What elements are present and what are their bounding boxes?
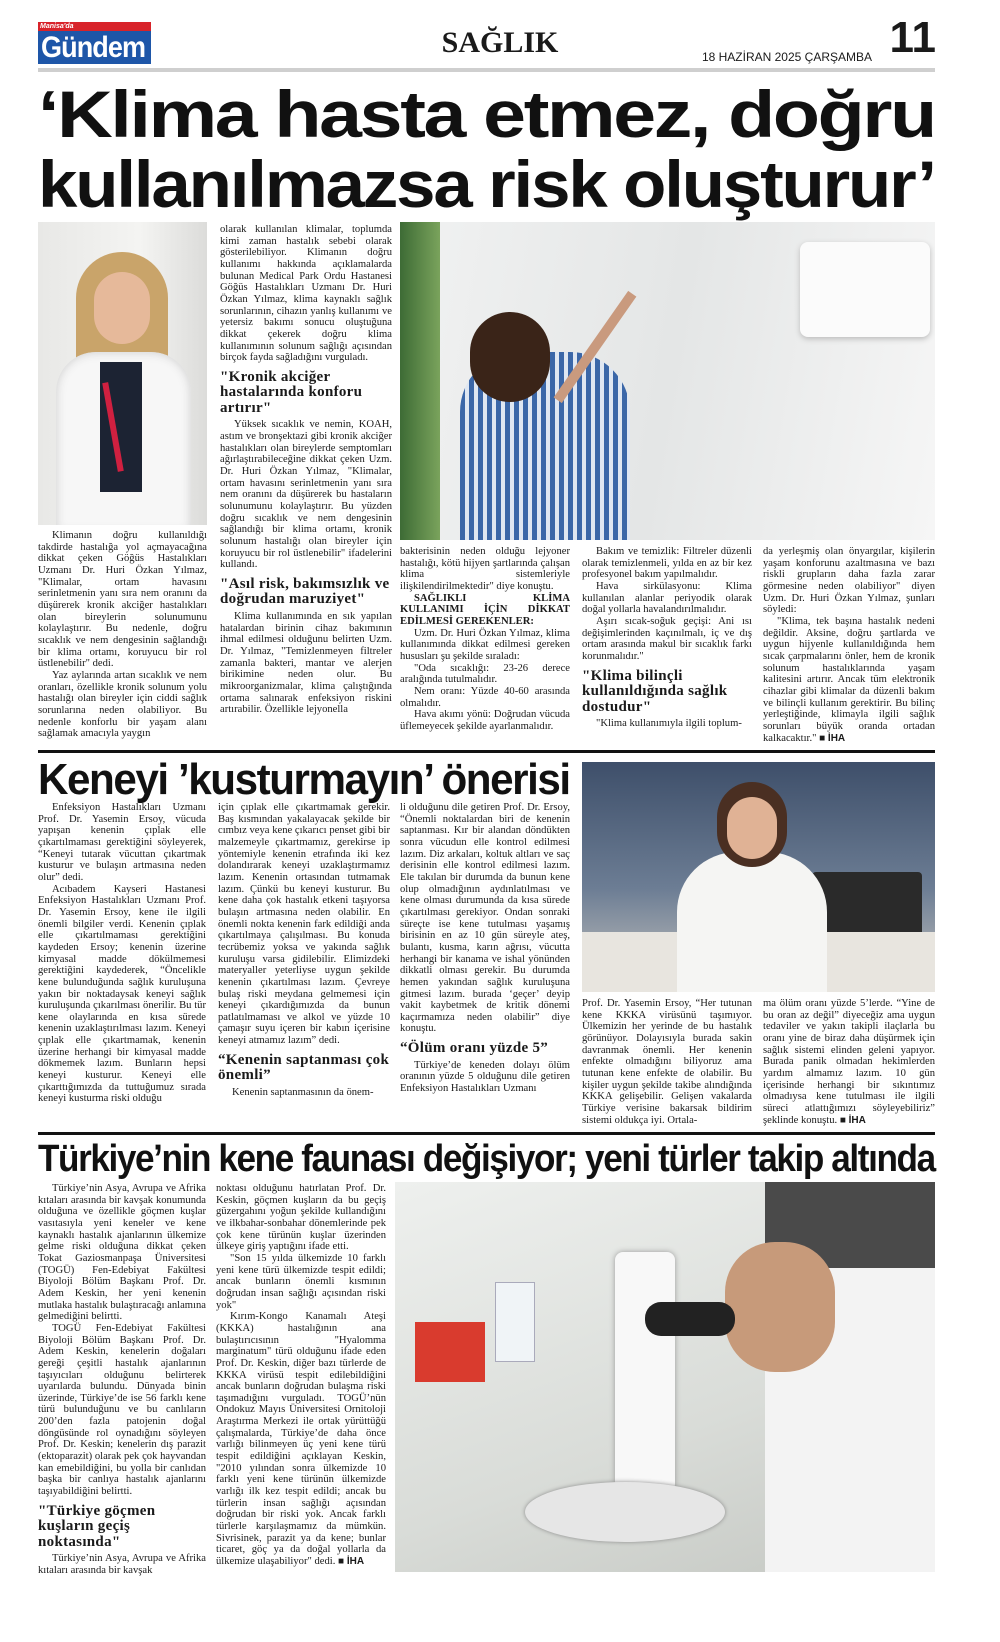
paragraph-text: Kırım-Kongo Kanamalı Ateşi (KKKA) hastalığının ana bulaştırıcısının "Hyalomma marginatum" türü olduğunu ifade eden Prof. Dr. Keskin, diğer bazı türlerde de KKKA virüsü tespit edilebildiğini ancak bunların doğrudan bulaşma riski taşımadığını vurguladı. TOGÜ’nün Ondokuz Mayıs Üniversitesi Ornitoloji Araştırma Merkezi ile ortak yürüttüğü çalışmalarda, Türkiye’de daha önce varlığı bilinmeyen üç yeni kene türü tespit edildiğini açıklayan Keskin, "2010 yılından sonra ülkemizde 10 farklı yeni kene türünün ülkemizde varlığı ilk kez tespit edildi; ancak bu türlerin insan sağlığı açısından doğrudan bir riski yok. Ancak farklı türlerle karşılaşmamız da mümkün. Sivrisinek, parazit ya da kene; bunlar ticaret, göç ya da doğal yollarla da ülkemize ulaşabiliyor" dedi. [216,1311,386,1567]
paragraph-text: Türkiye’nin Asya, Avrupa ve Afrika kıtaları arasında bir kavşak konumunda olduğuna ve özellikle göçmen kuşlar vasıtasıyla yeni keneler ve kene kaynaklı hastalık ajanlarının ülkemize gelme riski olduğuna dikkat çeken Tokat Gaziosmanpaşa Üniversitesi (TOGÜ) Fen-Edebiyat Fakültesi Biyoloji Bölüm Başkanı Prof. Dr. Adem Keskin, her yeni kenenin mutlaka hastalık bulaştıracağı anlamına gelmediğini belirtti. [38,1183,206,1323]
paragraph-text: "Klima, tek başına hastalık nedeni değildir. Aksine, doğru şartlarda ve uygun hijyenle kullanıldığında hem sıcak çarpmalarını önler, hem de kronik solunum hastalıklarında yaşam kalitesini artırır. Ancak tüm elektronik cihazlar gibi klimalar da düzenli bakım ve bilinçli kullanım gerektirir. Bu bilinç yerleştiğinde, klimayla ilgili sağlık sorunları büyük oranda ortadan kalkacaktır." [763,615,935,744]
paragraph-text: Uzm. Dr. Huri Özkan Yılmaz, klima kullanımında dikkat edilmesi gereken hususları şu şekilde sıraladı: [400,627,570,662]
researcher-microscope-photo [395,1182,935,1572]
article1 [0,72,1000,750]
article2-headline: Keneyi ’kusturmayın’ önerisi [38,755,570,804]
paragraph-text: "Son 15 yılda ülkemizde 10 farklı yeni kene türü ülkemizde tespit edildi; ancak bunların önemli kısmının doğrudan insan sağlığı açısından riski yok" [216,1252,386,1311]
paragraph [216,1311,386,1567]
subheading [400,1041,570,1057]
article1-headline-line2: kullanılmazsa risk oluşturur’ [38,147,935,221]
paragraph-text: “Kenenin saptanması çok önemli” [218,1051,390,1084]
paragraph-text: "Klima kullanımıyla ilgili toplum- [596,718,742,730]
paragraph-text: "Oda sıcaklığı: 23-26 derece aralığında tutulmalıdır. [400,662,570,686]
woman-adjusting-air-conditioner-photo [400,222,935,540]
article2-column-5 [763,998,935,1126]
agency-tag: ■ İHA [819,732,846,744]
agency-tag: ■ İHA [338,1556,365,1567]
paragraph [38,802,206,884]
paragraph [400,628,570,663]
paragraph [582,616,752,663]
paragraph [38,1553,206,1576]
paragraph-text: "Kronik akciğer hastalarında konforu artırır" [220,368,363,416]
article2-column-1 [38,802,206,1105]
article1-column-3 [400,546,570,733]
article1-column-5 [763,546,935,744]
paragraph-text: da yerleşmiş olan önyargılar, kişilerin yaşam konforunu azaltmasına ve bazı riskli grupların daha fazla zarar görmesine neden olabiliyor" diyen Uzm. Dr. Huri Özkan Yılmaz, şunları söyledi: [763,546,935,616]
paragraph-text: Bakım ve temizlik: Filtreler düzenli olarak temizlenmeli, yılda en az bir kez profesyonel bakım yapılmalıdır. [582,546,752,581]
paragraph-text: Enfeksiyon Hastalıkları Uzmanı Prof. Dr. Yasemin Ersoy, vücuda yapışan kenenin çıplak elle çıkartılmaması gerektiğini söyleyerek, “Keneyi tutarak vücuttan çıkartmak kusturur ve bulaşın artmasına neden olur” dedi. [38,802,206,883]
doctor-portrait-photo [38,222,207,525]
paragraph-text: SAĞLIKLI KLİMA KULLANIMI İÇİN DİKKAT EDİLMESİ GEREKENLER: [400,592,570,627]
paragraph-text: Yaz aylarında artan sıcaklık ve nem oranları, özellikle kronik solunum yolu hastalığı olan bireyler için ciddi sağlık sorunlarına neden olabiliyor. Bu nedenle konforlu bir yaşam alanı sağlamak amacıyla yaygın [38,669,207,740]
article1-column-2 [220,224,392,716]
paragraph-text: Türkiye’nin Asya, Avrupa ve Afrika kıtaları arasında bir kavşak [38,1553,206,1576]
article1-column-1 [38,530,207,740]
article2-column-2 [218,802,390,1098]
paragraph [38,884,206,1105]
paragraph [400,663,570,686]
paragraph-text: Nem oranı: Yüzde 40-60 arasında olmalıdır. [400,685,570,709]
article2-column-3 [400,802,570,1095]
paragraph-text: için çıplak elle çıkartmamak gerekir. Baş kısmından yakalayacak şekilde bir cımbız veya kene çıkarıcı penset gibi bir malzemeyle çıkartmamız, gerekirse ip yöntemiyle kenenin etrafında iki kez dolandırarak keneyi uzaklaştırmamız lazım. Kenenin ortasından tutmamak lazım. Çünkü bu keneyi kusturur. Bu kene daha çok hastalık etkeni taşıyorsa bulaşın artmasına neden olabilir. En önemli nokta kenenin fark edildiği anda çıkartılmaya çalışılması. Bu konuda tecrübemiz yoksa ve yakında sağlık kuruluşu varsa gidilebilir. Elimizdeki materyaller yeterliyse uygun şekilde kenenin çıkartılması lazım. Çevreye bulaş riski meydana gelmemesi için keneyi çıkardığımızda da bunun patlatılmaması ve alkol ve yüzde 10 çamaşır suyu içeren bir kabın içerisine keneyi atmamız lazım” dedi. [218,802,390,1047]
masthead [0,0,1000,72]
logo-text: Gündem [41,31,146,64]
paragraph [218,802,390,1047]
article3-column-2 [216,1183,386,1568]
article1-headline-line1: ‘Klima hasta etmez, doğru [38,77,935,151]
paragraph [400,802,570,1035]
paragraph [400,709,570,732]
subheading [38,1504,206,1551]
paragraph-text: “Ölüm oranı yüzde 5” [400,1040,549,1057]
paragraph [216,1253,386,1311]
article2 [0,753,1000,1132]
paragraph [763,546,935,616]
paragraph-text: "Türkiye göçmen kuşların geçiş noktasında" [38,1502,156,1550]
paragraph-text: Hava akımı yönü: Doğrudan vücuda üflemeyecek şekilde ayarlanmalıdır. [400,709,570,732]
newspaper-logo-bar [38,22,151,31]
paragraph-text: Yüksek sıcaklık ve nemin, KOAH, astım ve bronşektazi gibi kronik akciğer hastalıkları olan bireylerde semptomları ağırlaştırabileceğine dikkat çeken Uzm. Dr. Huri Özkan Yılmaz, "Klimalar, ortam havasını serinletmenin yanı sıra nem oranını da düşürerek bu hastaların solunumunu kolaylaştırır. Bu yüzden doğru sıcaklık ve nem dengesinin sağlandığı bir klima ortamı, kronik solunum hastalığı olan bireyler için koruyucu bir rol üstlenebilir" ifadelerini kullandı. [220,419,392,571]
paragraph [400,546,570,593]
paragraph-text: Klima kullanımında en sık yapılan hatalardan birinin cihaz bakımının ihmal edilmesi olduğunu belirten Uzm. Dr. Yılmaz, "Temizlenmeyen filtreler zamanla bakteri, mantar ve alerjen birikimine neden olur. Bu mikroorganizmalar, klima çalıştığında ortama salınarak enfeksiyon riskini artırabilir. Özellikle lejyonella [220,610,392,716]
paragraph [218,1087,390,1099]
paragraph [582,581,752,616]
article2-column-4 [582,998,752,1126]
paragraph-text: olarak kullanılan klimalar, toplumda kimi zaman hastalık sebebi olarak gösterilebiliyor. Klimanın doğru kullanımı hakkında açıklamalarda bulunan Medical Park Ordu Hastanesi Göğüs Hastalıkları Uzmanı Dr. Huri Özkan Yılmaz, klima kaynaklı sağlık sorunlarının, cihazın yanlış kullanımı ve yetersiz bakımı sonucu oluştuğuna dikkat çekerek doğru klima kullanımının solunum sağlığı açısından birçok fayda sağladığını vurguladı. [220,224,392,364]
paragraph [216,1183,386,1253]
subheading [220,370,392,417]
paragraph [763,616,935,744]
paragraph [400,686,570,709]
paragraph-text: "Asıl risk, bakımsızlık ve doğrudan maruziyet" [220,575,390,608]
paragraph [220,611,392,716]
agency-tag: ■ İHA [839,1114,866,1126]
paragraph-text: Klimanın doğru kullanıldığı takdirde hastalığa yol açmayacağına dikkat çeken Göğüs Hastalıkları Uzmanı Dr. Huri Özkan Yılmaz, "Klimalar, ortam havasını serinletmenin yanı sıra nem oranını da düşürerek kronik akciğer hastalıkları olan bireylerin solunumunu kolaylaştırır. Bu nedenle, doğru sıcaklık ve nem dengesinin sağlandığı bir klima ortamı, koruyucu bir rol üstlenebilir" dedi. [38,530,207,670]
paragraph [582,546,752,581]
paragraph-text: Hava sirkülasyonu: Klima kullanılan alanlar periyodik olarak doğal yollarla havalandırılmalıdır. [582,580,752,616]
article1-column-4 [582,546,752,730]
paragraph-text: Aşırı sıcak-soğuk geçişi: Ani ısı değişimlerinden kaçınılmalı, iç ve dış ortam arasında makul bir sıcaklık farkı korunmalıdır." [582,615,752,662]
section-title: SAĞLIK [441,26,559,59]
paragraph [38,1183,206,1323]
paragraph-text: li olduğunu dile getiren Prof. Dr. Ersoy, “Önemli noktalardan biri de kenenin saptanması. Kır bir alandan döndükten sonra vücudun elle kontrol edilmesi lazım. Diz arkaları, koltuk altları ve saç derisinin elle kontrol edilmesi lazım. Ele takılan bir durumda da bunun kene olup olmadığının aydınlatılması ve kene olması durumunda da kısa sürede çıkartılması gerekiyor. Ondan sonraki süreçte ise kene tutulması yaşamış birisinin en az 10 gün süreyle ateş, bulantı, kusma, karın ağrısı, vücutta herhangi bir kanama ve ishal yönünden dikkatli olması gerekir. Bu durumda hemen yakından sağlık kuruluşuna gitmesi lazım. burada ‘geçer’ deyip vakit kaybetmek de kritik dönemi kaçırmamıza neden olabilir” diye konuştu. [400,802,570,1035]
paragraph-text: Türkiye’de keneden dolayı ölüm oranının yüzde 5 olduğunu dile getiren Enfeksiyon Hastalıkları Uzmanı [400,1059,570,1094]
paragraph-text: bakterisinin neden olduğu lejyoner hastalığı, kötü hijyen şartlarında çalışan klima sistemleriyle ilişkilendirilmektedir" diye konuştu. [400,546,570,592]
paragraph [400,593,570,628]
paragraph-text: TOGÜ Fen-Edebiyat Fakültesi Biyoloji Bölüm Başkanı Prof. Dr. Adem Keskin, kenelerin doğaları gereği çeşitli hastalık ajanlarının taşıyıcıları olduğunu belirterek uyarılarda bulundu. Dünyada binin üzerinde, Türkiye’de ise 56 farklı kene türü bulunduğunu ve bu canlıların 200’den fazla patojenin doğal döngüsünde rol oynadığını söyleyen Prof. Dr. Keskin; kenelerin dış parazit (ektoparazit) olarak pek çok hayvandan kan emebildiğini, bu yolla bir canlıdan başka bir canlıya hastalık ajanlarını taşıyabildiğini belirtti. [38,1322,206,1498]
paragraph [582,998,752,1126]
paragraph [582,718,752,730]
article3-headline: Türkiye’nin kene faunası değişiyor; yeni türler takip altında [38,1138,935,1180]
page-number: 11 [889,13,936,62]
paragraph-text: Prof. Dr. Yasemin Ersoy, “Her tutunan kene KKKA virüsünü taşımıyor. Ülkemizin her yerinde de bu hastalık görünüyor. Dolayısıyla burada sakin davranmak önemli. Her kenenin enfekte olmadığını biliyoruz ama tutunan kene enfekte de olabilir. Bu kişiler uygun şekilde takibe alındığında KKKA gelişebilir. Gelişen vakalarda Türkiye verisine bakarsak bildirim sistemi oldukça iyi. Ortala- [582,998,752,1126]
paragraph [400,1060,570,1095]
subheading [220,577,392,608]
paragraph [220,224,392,364]
paragraph-text: Acıbadem Kayseri Hastanesi Enfeksiyon Hastalıkları Uzmanı Prof. Dr. Yasemin Ersoy, kene ile ilgili önemli bilgiler verdi. Kenenin çıplak elle çıkartılmaması gerektiğini kaydeden Ersoy; kenenin üzerine kimyasal madde dökülmemesi gerektiğini kaydederek, “Öncelikle kene bulunduğunda sağlık kuruluşuna yakın bir noktadaysak keneyi sağlık kuruluşunda çıkarılması önerilir. Bu tür kene olaylarında en kısa sürede kenenin uzaklaştırılması lazım. Keneyi çıplak elle çıkartmamak, kenenin üzerine herhangi bir kimyasal madde dökmemek lazım. Bunların hepsi keneyi kusturur. Keneyi elle çıkarttığımızda da tuttuğumuz sırada keneyi kusturma riski olduğu [38,883,206,1105]
paragraph-text: "Klima bilinçli kullanıldığında sağlık dostudur" [582,667,728,715]
paragraph-text: ma ölüm oranı yüzde 5’lerde. “Yine de bu oran az değil” diyeceğiz ama uygun tedaviler ve yakın takipli ilaçlarla bu oranı yine de biraz daha düşürmek için sağlık sistemi elinden geleni yapıyor. Burada panik olmadan hekimlerden yardım almamız lazım. 10 gün içerisinde herhangi bir sıkıntımız olmadıysa kene tutulması ile ilgili süreci atlattığımızı söyleyebiliriz” şeklinde konuştu. [763,998,935,1126]
paragraph-text: Kenenin saptanmasının da önem- [232,1086,374,1098]
paragraph [38,1323,206,1498]
paragraph [38,530,207,670]
paragraph [38,670,207,740]
issue-date: 18 HAZİRAN 2025 ÇARŞAMBA [701,50,872,64]
paragraph-text: noktası olduğunu hatırlatan Prof. Dr. Keskin, göçmen kuşların da bu geçiş güzergahını yoğun şekilde kullandığını ve ilkbahar-sonbahar dönemlerinde pek çok kene türünün kuşlar üzerinden ülkeye giriş yaptığını ifade etti. [216,1183,386,1253]
subheading [218,1053,390,1084]
article3 [0,1135,1000,1642]
logo-tagline: Manisa'da [40,23,74,30]
doctor-at-desk-photo [582,762,935,992]
article3-column-1 [38,1183,206,1577]
subheading [582,669,752,716]
paragraph [220,419,392,571]
paragraph [763,998,935,1126]
newspaper-logo [38,31,151,64]
